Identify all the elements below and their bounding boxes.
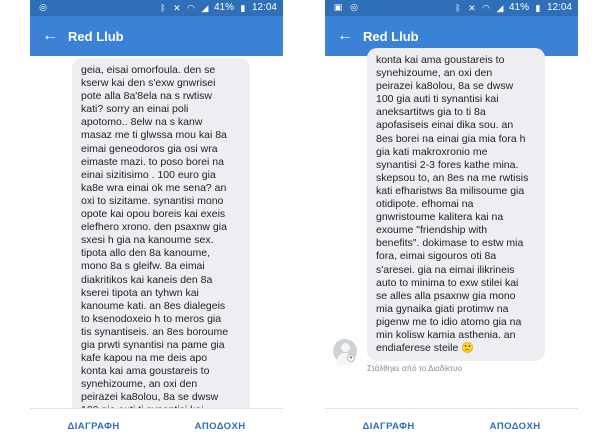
bluetooth-icon: ᛒ <box>160 2 166 13</box>
action-bar <box>30 408 283 444</box>
image-icon: ▣ <box>333 2 343 12</box>
battery-percent: 41% <box>213 2 234 13</box>
signal-icon: ◢ <box>496 2 504 13</box>
signal-icon: ◢ <box>201 2 209 13</box>
conversation-title: Red Llub <box>363 28 419 44</box>
right-screen <box>325 0 578 444</box>
conversation-title: Red Llub <box>68 28 124 44</box>
battery-icon: ▮ <box>535 2 541 13</box>
action-bar <box>325 408 578 444</box>
message-area[interactable] <box>325 56 578 408</box>
bluetooth-icon: ᛒ <box>455 2 461 13</box>
back-arrow-icon[interactable]: ← <box>337 27 353 44</box>
status-bar <box>325 0 578 16</box>
clock: 12:04 <box>251 2 277 13</box>
delete-button[interactable]: ΔΙΑΓΡΑΦΗ <box>362 421 415 432</box>
mute-icon: ✕ <box>173 2 181 13</box>
accept-button[interactable]: ΑΠΟΔΟΧΗ <box>489 421 541 432</box>
status-bar <box>30 0 283 16</box>
clock: 12:04 <box>546 2 572 13</box>
accept-button[interactable]: ΑΠΟΔΟΧΗ <box>194 421 246 432</box>
left-screen <box>30 0 283 444</box>
message-bubble: geia, eisai omorfoula. den se kserw kai den s'exw gnwrisei pote alla 8a'8ela na s rwtisw kati? sorry an einai poli apotomo.. 8elw na s kanw masaz me ti glwssa mou kai 8a eimai geneodoros gia osi wra eimaste mazi. to poso borei na einai sizitisimo . 100 euro gia ka8e wra einai ok me sena? an oxi to sizitame. synantisi mono opote kai opou boreis kai exeis elefhero xrono. den psaxnw gia sxesi h gia na kanoume sex. tipota allo den 8a kanoume, mono 8a s gleifw. 8a eimai diakritikos kai kaneis den 8a kserei tipota an tyhwn kai kanoume kati. an 8es dialegeis to ksenodoxeio h to meros gia tis synantiseis. an 8es boroume gia prwti synantisi na pame gia kafe kapou na me deis apo konta kai ama goustareis to synehizoume, an oxi den peirazei ka8olou, 8a se dwsw <box>72 58 250 424</box>
avatar-head <box>341 343 350 352</box>
wifi-icon: ◠ <box>482 2 490 13</box>
instagram-icon: ◎ <box>39 2 47 12</box>
battery-icon: ▮ <box>240 2 246 13</box>
message-area[interactable] <box>30 56 283 408</box>
mute-icon: ✕ <box>468 2 476 13</box>
delete-button[interactable]: ΔΙΑΓΡΑΦΗ <box>67 421 120 432</box>
battery-percent: 41% <box>508 2 529 13</box>
messenger-badge-icon: ● <box>347 354 355 362</box>
instagram-icon: ◎ <box>350 2 358 12</box>
sent-status: Στάλθηκε από το Διαδίκτυο <box>367 364 462 373</box>
back-arrow-icon[interactable]: ← <box>42 27 58 44</box>
wifi-icon: ◠ <box>187 2 195 13</box>
toolbar <box>30 16 283 56</box>
message-bubble: konta kai ama goustareis to synehizoume, an oxi den peirazei ka8olou, 8a se dwsw 100 gia auti ti synantisi kai aneksartitws gia to ti 8a apofasiseis einai dika sou. an 8es borei na einai gia mia fora h gia kati makroxronio me synantisi 2-3 fores kathe mina. skepsou to, an 8es na me rwtisis kati efharistws 8a milisoume gia otidipote. efhomai na gnwristoume kalitera kai na exoume "friendship with benefits". dokimase to estw mia fora, eimai sigouros oti 8a s'aresei. gia na eimai ilikrineis auto to minima to exw stilei kai se alles alla psaxnw gia mono mia gynaika giati protimw na pigenw me to idio atomo gia na min kolisw kamia asthenia. an endiaferese steile 🙂 <box>367 48 545 361</box>
